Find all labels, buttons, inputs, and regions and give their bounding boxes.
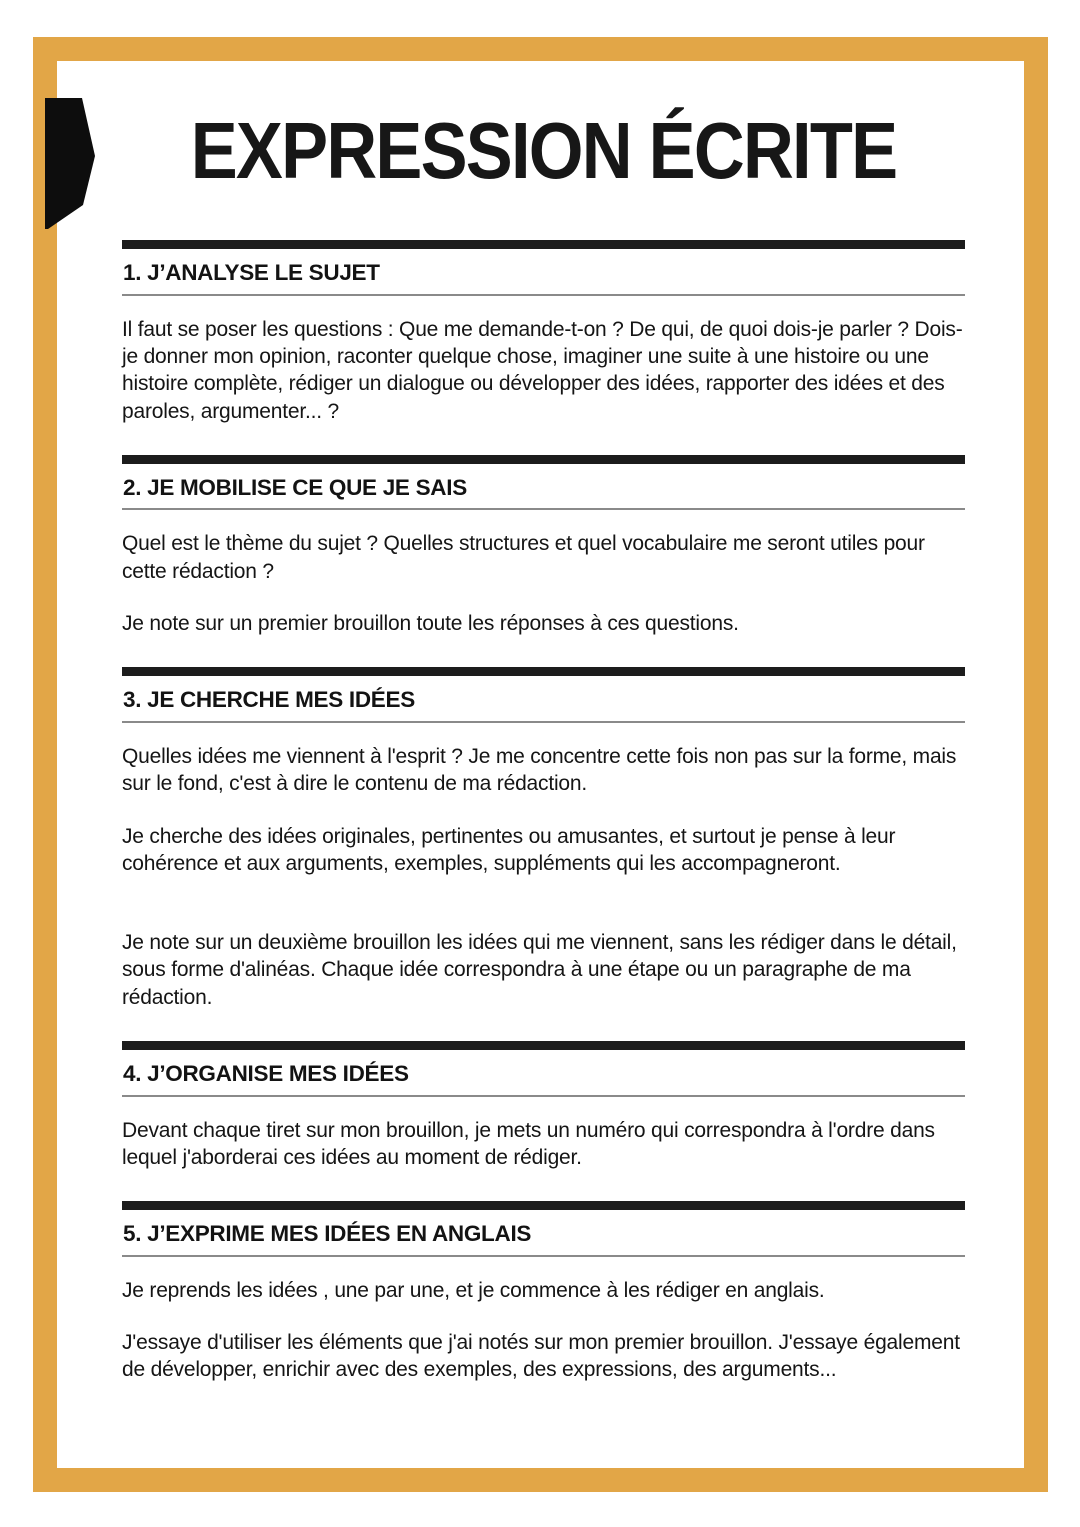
- document-content: [122, 0, 965, 1384]
- paragraph: Quelles idées me viennent à l'esprit ? Je me concentre cette fois non pas sur la forme, mais sur le fond, c'est à dire le contenu de ma rédaction.: [122, 744, 957, 796]
- section-underline: [122, 1095, 965, 1097]
- section-underline: [122, 294, 965, 296]
- section-heading: 4. J’ORGANISE MES IDÉES: [123, 1061, 409, 1087]
- section-heading: 3. JE CHERCHE MES IDÉES: [123, 687, 415, 713]
- section-cherche-idees: [122, 667, 965, 1011]
- paragraph: J'essaye d'utiliser les éléments que j'ai notés sur mon premier brouillon. J'essaye également de développer, enrichir avec des exemples, des expressions, des arguments...: [122, 1331, 960, 1382]
- section-heading: 1. J’ANALYSE LE SUJET: [123, 260, 380, 285]
- section-divider-bar: [122, 1201, 965, 1210]
- paragraph: Je reprends les idées , une par une, et je commence à les rédiger en anglais.: [122, 1278, 825, 1302]
- section-mobilise: [122, 455, 965, 638]
- paragraph: Je note sur un premier brouillon toute les réponses à ces questions.: [122, 612, 739, 636]
- section-underline: [122, 508, 965, 510]
- section-exprime-anglais: [122, 1201, 965, 1384]
- page-title: EXPRESSION ÉCRITE: [190, 106, 897, 195]
- section-divider-bar: [122, 240, 965, 249]
- section-organise-idees: [122, 1041, 965, 1171]
- section-heading: 5. J’EXPRIME MES IDÉES EN ANGLAIS: [123, 1221, 532, 1247]
- section-divider-bar: [122, 1041, 965, 1050]
- paragraph: Je note sur un deuxième brouillon les idées qui me viennent, sans les rédiger dans le détail, sous forme d'alinéas. Chaque idée correspondra à une étape ou un paragraphe de ma rédaction.: [122, 931, 957, 1009]
- paragraph: Quel est le thème du sujet ? Quelles structures et quel vocabulaire me seront utiles pour cette rédaction ?: [122, 532, 925, 583]
- section-analyse-sujet: [122, 240, 965, 425]
- paragraph: Je cherche des idées originales, pertinentes ou amusantes, et surtout je pense à leur cohérence et aux arguments, exemples, suppléments qui les accompagneront.: [122, 824, 896, 875]
- section-divider-bar: [122, 667, 965, 676]
- bookmark-icon: [44, 97, 96, 231]
- section-divider-bar: [122, 455, 965, 464]
- section-heading: 2. JE MOBILISE CE QUE JE SAIS: [123, 474, 467, 500]
- section-underline: [122, 721, 965, 723]
- paragraph: Devant chaque tiret sur mon brouillon, je mets un numéro qui correspondra à l'ordre dans lequel j'aborderai ces idées au moment de rédiger.: [122, 1118, 935, 1169]
- paragraph: Il faut se poser les questions : Que me demande-t-on ? De qui, de quoi dois-je parler ? Dois-je donner mon opinion, raconter quelque chose, imaginer une suite à une histoire ou une histoire complète, rédiger un dialogue ou développer des idées, rapporter des idées et des paroles, argumenter... ?: [122, 317, 963, 423]
- section-underline: [122, 1255, 965, 1257]
